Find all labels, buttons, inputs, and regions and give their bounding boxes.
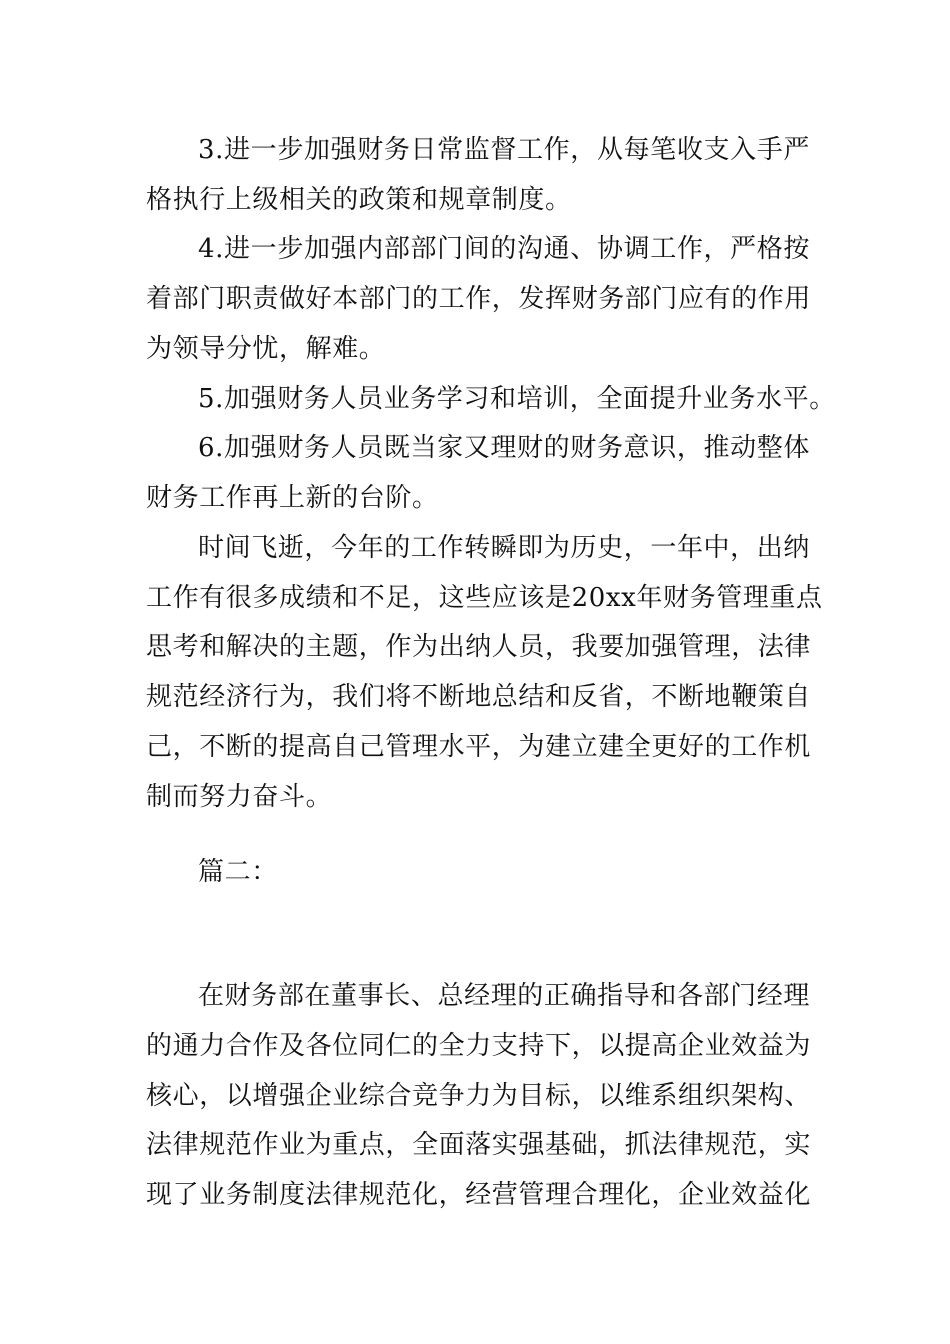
paragraph-line: 财务工作再上新的台阶。	[146, 483, 439, 513]
paragraph-line: 的通力合作及各位同仁的全力支持下，以提高企业效益为	[146, 1031, 812, 1061]
paragraph-line: 5.加强财务人员业务学习和培训，全面提升业务水平。	[198, 384, 836, 414]
paragraph-line: 己，不断的提高自己管理水平，为建立建全更好的工作机	[146, 732, 812, 762]
paragraph-line: 为领导分忧，解难。	[146, 334, 386, 364]
paragraph-line: 格执行上级相关的政策和规章制度。	[146, 185, 572, 215]
paragraph-line: 3.进一步加强财务日常监督工作，从每笔收支入手严	[198, 135, 810, 165]
paragraph-line: 法律规范作业为重点，全面落实强基础，抓法律规范，实	[146, 1130, 812, 1160]
paragraph-line: 在财务部在董事长、总经理的正确指导和各部门经理	[198, 981, 810, 1011]
paragraph-line: 工作有很多成绩和不足，这些应该是20xx年财务管理重点	[146, 583, 823, 613]
paragraph-line: 思考和解决的主题，作为出纳人员，我要加强管理，法律	[146, 632, 812, 662]
paragraph-line: 时间飞逝，今年的工作转瞬即为历史，一年中，出纳	[198, 533, 810, 563]
section-heading: 篇二：	[198, 857, 278, 887]
paragraph-line: 规范经济行为，我们将不断地总结和反省，不断地鞭策自	[146, 682, 812, 712]
paragraph-line: 现了业务制度法律规范化，经营管理合理化，企业效益化	[146, 1180, 812, 1210]
paragraph-line: 着部门职责做好本部门的工作，发挥财务部门应有的作用	[146, 284, 812, 314]
paragraph-line: 6.加强财务人员既当家又理财的财务意识，推动整体	[198, 433, 810, 463]
paragraph-line: 核心，以增强企业综合竞争力为目标，以维系组织架构、	[146, 1081, 812, 1111]
paragraph-line: 制而努力奋斗。	[146, 782, 333, 812]
paragraph-line: 4.进一步加强内部部门间的沟通、协调工作，严格按	[198, 234, 810, 264]
